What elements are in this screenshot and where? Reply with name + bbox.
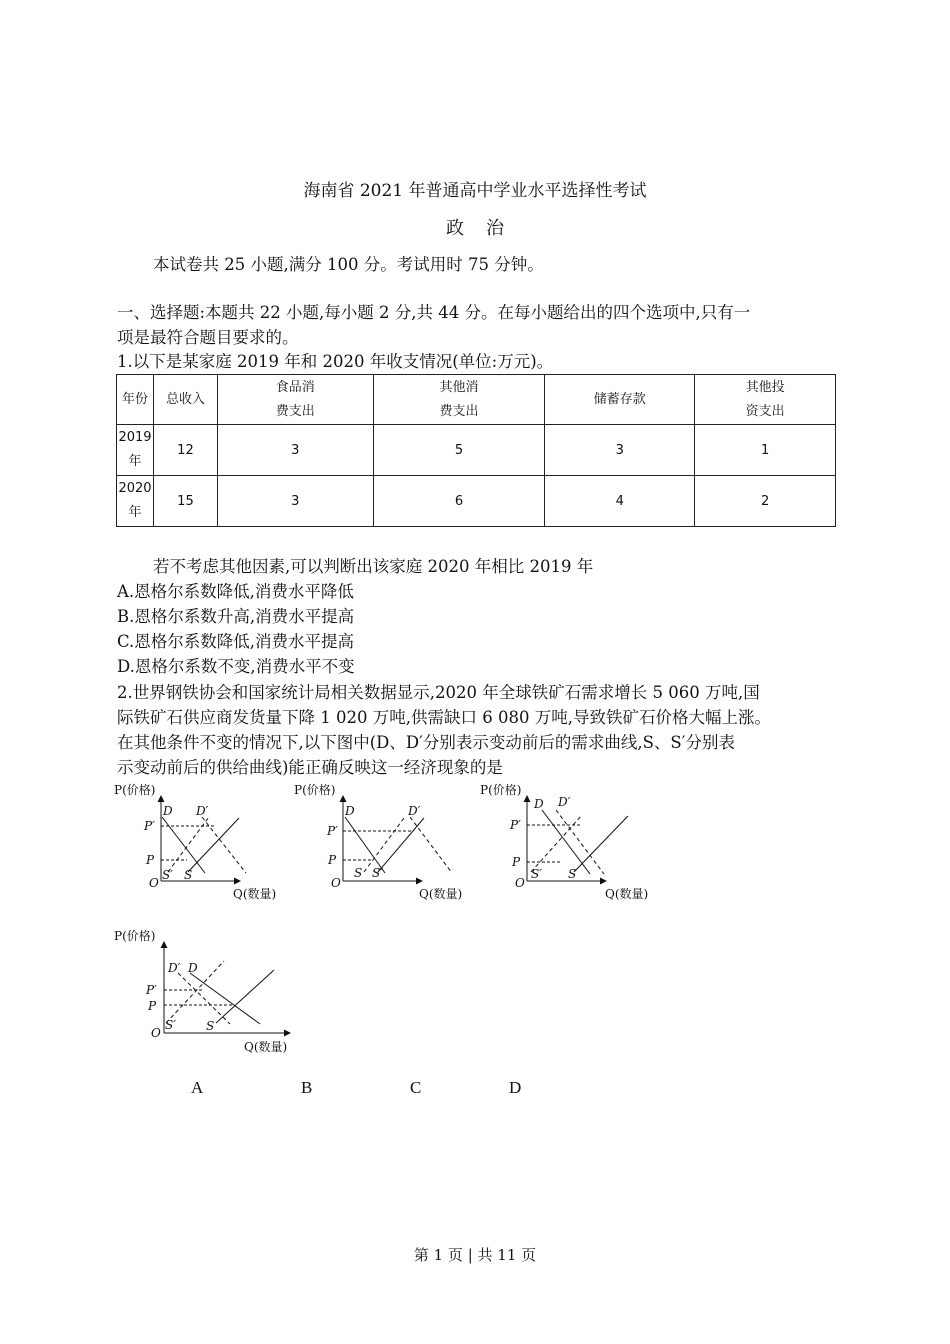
- d-prime-label: D′: [196, 804, 209, 818]
- x-axis-label: Q(数量): [419, 887, 463, 901]
- option-d: D.恩格尔系数不变,消费水平不变: [117, 657, 355, 676]
- graph-answer-label-b: B: [301, 1078, 313, 1097]
- graph-answer-label-d: D: [509, 1078, 522, 1097]
- s-label: S: [206, 1019, 215, 1033]
- subject-title: 政治: [446, 218, 526, 239]
- table-cell: 3: [545, 425, 695, 476]
- x-axis-label: Q(数量): [605, 887, 649, 901]
- demand-curve-d-prime: [556, 810, 604, 874]
- question-1-stem: 1.以下是某家庭 2019 年和 2020 年收支情况(单位:万元)。: [117, 352, 554, 371]
- origin-label: O: [515, 876, 525, 890]
- table-header-row: [117, 375, 836, 425]
- income-expense-table: [116, 374, 836, 527]
- p-label: P: [148, 999, 157, 1013]
- s-label: S: [184, 868, 193, 882]
- table-row: [117, 476, 836, 527]
- demand-curve-d-prime: [178, 973, 230, 1024]
- d-label: D: [163, 804, 173, 818]
- table-cell: 5: [373, 425, 545, 476]
- d-prime-label: D′: [558, 795, 571, 809]
- table-cell: 2019 年: [117, 425, 154, 476]
- table-cell: 12: [153, 425, 217, 476]
- table-cell: 3: [217, 476, 373, 527]
- option-b: B.恩格尔系数升高,消费水平提高: [117, 607, 355, 626]
- demand-curve-d-prime: [410, 817, 452, 873]
- demand-curve-d-prime: [202, 817, 246, 873]
- table-cell: 3: [217, 425, 373, 476]
- d-prime-label: D′: [168, 961, 181, 975]
- demand-curve-d: [345, 817, 385, 873]
- table-header-cell: 年份: [117, 375, 154, 425]
- question-1-condition: 若不考虑其他因素,可以判断出该家庭 2020 年相比 2019 年: [153, 557, 594, 576]
- p-prime-label: P′: [144, 819, 155, 833]
- p-prime-label: P′: [146, 983, 157, 997]
- exam-intro: 本试卷共 25 小题,满分 100 分。考试用时 75 分钟。: [153, 255, 544, 274]
- option-a: A.恩格尔系数降低,消费水平降低: [117, 582, 354, 601]
- x-axis-label: Q(数量): [244, 1040, 288, 1054]
- table-cell: 2: [695, 476, 836, 527]
- demand-curve-d: [190, 973, 260, 1024]
- p-label: P: [146, 853, 155, 867]
- question-2-line2: 际铁矿石供应商发货量下降 1 020 万吨,供需缺口 6 080 万吨,导致铁矿石价格大幅上涨。: [117, 708, 771, 727]
- s-label: S: [568, 867, 577, 881]
- table-header-cell: 食品消 费支出: [217, 375, 373, 425]
- y-axis-label: P(价格): [114, 929, 156, 943]
- table-header-cell: 其他消 费支出: [373, 375, 545, 425]
- s-prime-label: S′: [165, 1018, 176, 1032]
- d-prime-label: D′: [408, 804, 421, 818]
- y-axis-label: P(价格): [114, 783, 156, 797]
- x-axis-label: Q(数量): [233, 887, 277, 901]
- supply-demand-graph-a: [112, 778, 292, 906]
- question-2-line4: 示变动前后的供给曲线)能正确反映这一经济现象的是: [117, 758, 503, 777]
- origin-label: O: [151, 1026, 161, 1040]
- question-2-line3: 在其他条件不变的情况下,以下图中(D、D′分别表示变动前后的需求曲线,S、S′分别表: [117, 733, 735, 752]
- supply-curve-s: [378, 818, 424, 872]
- table-row: [117, 425, 836, 476]
- s-label: S: [354, 866, 363, 880]
- table-cell: 6: [373, 476, 545, 527]
- s-prime-label: S′: [372, 866, 383, 880]
- p-prime-label: P′: [510, 818, 521, 832]
- supply-curve-s: [216, 970, 274, 1023]
- y-axis-label: P(价格): [480, 783, 522, 797]
- table-cell: 2020 年: [117, 476, 154, 527]
- table-cell: 15: [153, 476, 217, 527]
- d-label: D: [188, 961, 198, 975]
- p-prime-label: P′: [327, 824, 338, 838]
- table-header-cell: 储蓄存款: [545, 375, 695, 425]
- demand-curve-d: [162, 817, 205, 873]
- supply-demand-graph-b: [292, 778, 472, 906]
- origin-label: O: [149, 876, 159, 890]
- section-instructions-line1: 一、选择题:本题共 22 小题,每小题 2 分,共 44 分。在每小题给出的四个选项中,只有一: [117, 303, 751, 322]
- supply-curve-s-prime: [531, 815, 582, 872]
- option-c: C.恩格尔系数降低,消费水平提高: [117, 632, 355, 651]
- d-label: D: [534, 797, 544, 811]
- s-prime-label: S′: [162, 868, 173, 882]
- p-label: P: [512, 855, 521, 869]
- question-2-line1: 2.世界钢铁协会和国家统计局相关数据显示,2020 年全球铁矿石需求增长 5 060 万吨,国: [117, 683, 760, 702]
- supply-curve-s-prime: [364, 818, 404, 872]
- d-label: D: [345, 804, 355, 818]
- supply-demand-graph-c: [478, 778, 658, 906]
- demand-curve-d: [542, 810, 590, 874]
- graph-answer-label-a: A: [191, 1078, 204, 1097]
- table-header-cell: 其他投 资支出: [695, 375, 836, 425]
- supply-curve-s-prime: [168, 817, 209, 872]
- p-label: P: [328, 853, 337, 867]
- graph-answer-label-c: C: [410, 1078, 422, 1097]
- table-header-cell: 总收入: [153, 375, 217, 425]
- exam-title: 海南省 2021 年普通高中学业水平选择性考试: [303, 181, 647, 201]
- y-axis-label: P(价格): [294, 783, 336, 797]
- table-cell: 1: [695, 425, 836, 476]
- origin-label: O: [331, 876, 341, 890]
- supply-demand-graph-d: [112, 928, 312, 1056]
- section-instructions-line2: 项是最符合题目要求的。: [117, 328, 299, 347]
- page-footer: 第 1 页 | 共 11 页: [413, 1246, 537, 1264]
- table-cell: 4: [545, 476, 695, 527]
- s-prime-label: S′: [531, 867, 542, 881]
